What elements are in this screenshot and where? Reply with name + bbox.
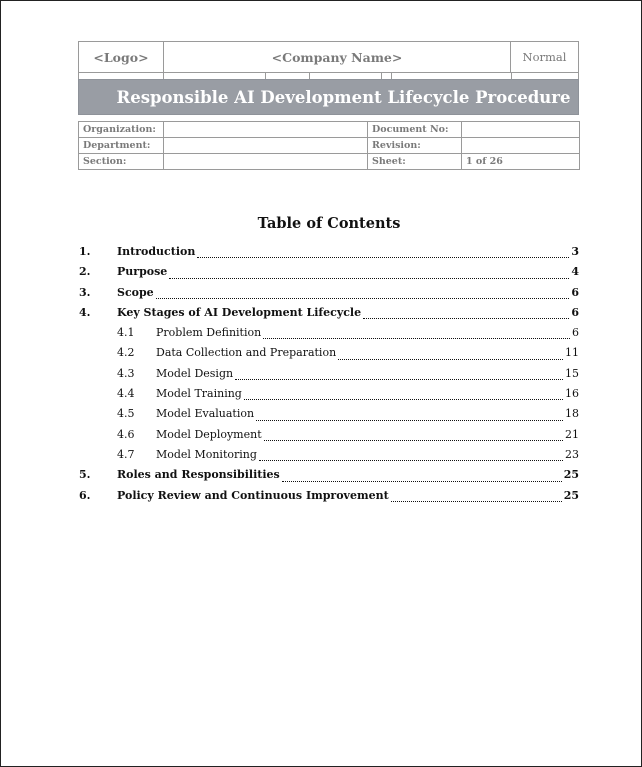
- toc-entry-title: Scope: [117, 285, 154, 299]
- toc-entry-number: 4.4: [117, 387, 135, 401]
- toc-entry[interactable]: [79, 367, 579, 387]
- toc-entry-title: Roles and Responsibilities: [117, 468, 280, 482]
- toc-entry[interactable]: [79, 286, 579, 306]
- toc-dot-leader: [197, 256, 569, 258]
- divider-tick: [381, 73, 382, 79]
- revision-value: [462, 138, 580, 154]
- toc-entry-page: 23: [565, 447, 579, 461]
- toc-dot-leader: [156, 297, 570, 299]
- toc-dot-leader: [263, 337, 570, 339]
- meta-row: [79, 122, 580, 138]
- toc-entry-number: 5.: [79, 468, 91, 482]
- toc-entry-title: Model Design: [156, 366, 234, 380]
- toc-entry-title: Problem Definition: [156, 326, 262, 340]
- department-value: [164, 138, 368, 154]
- toc-dot-leader: [235, 378, 563, 380]
- divider-tick: [391, 73, 392, 79]
- divider-tick: [163, 73, 164, 79]
- toc-entry-number: 1.: [79, 245, 91, 258]
- toc-entry-number: 2.: [79, 265, 91, 279]
- toc-entry-title: Model Training: [156, 387, 242, 401]
- toc-entry-page: 4: [571, 265, 579, 279]
- toc-entry-title: Data Collection and Preparation: [156, 346, 337, 360]
- document-no-value: [462, 122, 580, 138]
- toc-entry-number: 4.5: [117, 407, 135, 421]
- toc-entry-number: 4.1: [117, 326, 135, 340]
- toc-entry-number: 4.3: [117, 366, 135, 380]
- document-title: Responsible AI Development Lifecycle Procedure: [116, 87, 571, 107]
- document-header: [78, 41, 579, 170]
- toc-entry-number: 4.7: [117, 447, 135, 461]
- toc-entry-page: 25: [563, 488, 579, 502]
- toc-dot-leader: [264, 439, 563, 441]
- department-label: Department:: [79, 138, 164, 154]
- divider-tick: [309, 73, 310, 79]
- toc-entry-number: 3.: [79, 285, 91, 299]
- header-divider-row: [78, 73, 579, 79]
- meta-row: [79, 138, 580, 154]
- toc-entry-page: 18: [565, 407, 579, 421]
- toc-dot-leader: [256, 419, 563, 421]
- toc-entry-title: Model Deployment: [156, 427, 262, 441]
- toc-entry[interactable]: [79, 326, 579, 346]
- toc-entry-title: Model Evaluation: [156, 407, 255, 421]
- toc-dot-leader: [244, 398, 563, 400]
- section-value: [164, 154, 368, 170]
- toc-dot-leader: [169, 277, 569, 279]
- toc-entry-page: 6: [572, 326, 579, 340]
- toc-heading: Table of Contents: [257, 215, 401, 232]
- organization-label: Organization:: [79, 122, 164, 138]
- toc-entry-title: Policy Review and Continuous Improvement: [117, 488, 389, 502]
- toc-entry-title: Introduction: [117, 245, 196, 258]
- document-status: Normal: [522, 50, 567, 64]
- document-no-label: Document No:: [368, 122, 462, 138]
- toc-dot-leader: [363, 317, 569, 319]
- toc-dot-leader: [338, 358, 563, 360]
- toc-dot-leader: [259, 459, 563, 461]
- revision-label: Revision:: [368, 138, 462, 154]
- toc-entry-page: 3: [571, 245, 579, 258]
- toc-entry-page: 15: [565, 366, 579, 380]
- toc-entry-number: 4.2: [117, 346, 135, 360]
- toc-entry[interactable]: [79, 428, 579, 448]
- toc-entry-title: Key Stages of AI Development Lifecycle: [117, 305, 362, 319]
- toc-entry-title: Purpose: [117, 265, 168, 279]
- toc-dot-leader: [391, 500, 562, 502]
- company-name: <Company Name>: [164, 42, 511, 72]
- toc-entry[interactable]: [79, 407, 579, 427]
- toc-entry-number: 6.: [79, 488, 91, 502]
- logo-placeholder: <Logo>: [79, 42, 164, 72]
- toc-entry-page: 6: [571, 285, 579, 299]
- toc-entry-page: 6: [571, 305, 579, 319]
- divider-tick: [265, 73, 266, 79]
- toc-entry[interactable]: [79, 265, 579, 285]
- toc-entry[interactable]: [79, 387, 579, 407]
- toc-entry[interactable]: [79, 306, 579, 326]
- toc-entry[interactable]: [79, 489, 579, 509]
- toc-dot-leader: [282, 480, 562, 482]
- toc-entry-page: 21: [565, 427, 579, 441]
- toc-entry-number: 4.6: [117, 427, 135, 441]
- document-meta-table: [78, 121, 580, 170]
- organization-value: [164, 122, 368, 138]
- header-top-row: [78, 41, 579, 73]
- document-title-banner: [78, 79, 579, 115]
- toc-entry[interactable]: [79, 245, 579, 265]
- toc-entry-title: Model Monitoring: [156, 447, 257, 461]
- section-label: Section:: [79, 154, 164, 170]
- table-of-contents: [79, 245, 579, 509]
- toc-entry-number: 4.: [79, 305, 91, 319]
- meta-row: [79, 154, 580, 170]
- toc-entry-page: 16: [565, 387, 579, 401]
- sheet-value: 1 of 26: [462, 154, 580, 170]
- toc-entry[interactable]: [79, 346, 579, 366]
- toc-entry-page: 25: [563, 468, 579, 482]
- divider-tick: [511, 73, 512, 79]
- toc-entry[interactable]: [79, 468, 579, 488]
- toc-entry-page: 11: [565, 346, 579, 360]
- toc-entry[interactable]: [79, 448, 579, 468]
- sheet-label: Sheet:: [368, 154, 462, 170]
